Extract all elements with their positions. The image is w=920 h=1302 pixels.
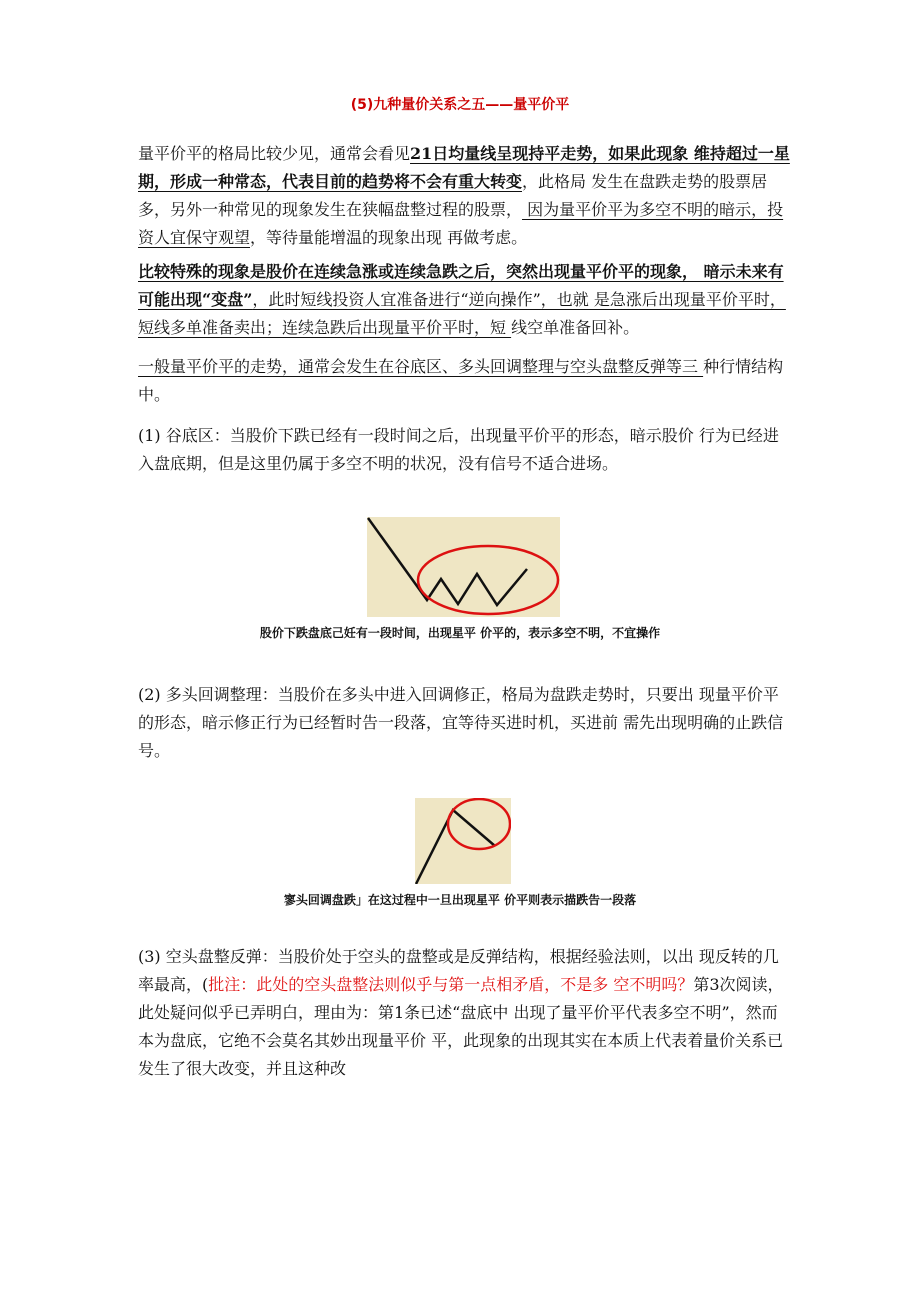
p2-text-b: ，此时短线投资人宜准备进行“逆向操作”，也就 是急涨后出现量平价平时，短线多单准备卖出；连续急跌后出现量平价平时，短 bbox=[138, 290, 786, 337]
p1-text-b: 21日均量线呈现持平走势，如果此现象 维持超过一星期，形成一种常态，代表目前的趋势将不会有重大转变 bbox=[138, 144, 790, 191]
page-title: (5)九种量价关系之五——量平价平 bbox=[350, 97, 570, 113]
highlight-circle bbox=[448, 799, 510, 849]
p6-text-a: (3) 空头盘整反弹：当股价处于空头的盘整或是反弹结构，根据经验法则，以出 现反转的几率最高，( bbox=[138, 947, 779, 994]
p1-text-c: ，此格局 发生在盘跌走势的股票居多，另外一种常见的现象发生在狭幅盘整过程的股票， bbox=[138, 172, 768, 219]
p1-text-d: 因为量平价平为多空不明的暗示，投资人宜保守观望 bbox=[138, 200, 784, 247]
price-line bbox=[416, 810, 495, 884]
figure-caption-2: 寥头回调盘跌」在这过程中一旦出现星平 价平则表示描跌告一段落 bbox=[283, 893, 637, 907]
annotation-note: 批注：此处的空头盘整法则似乎与第一点相矛盾，不是多 空不明吗？ bbox=[208, 975, 694, 994]
p6-text-c: 第3次阅读，此处疑问似乎已弄明白，理由为：第1条已述“盘底中 出现了量平价平代表多空不明”，然而本为盘底，它绝不会莫名其妙出现量平价 平，此现象的出现其实在本质上代表着量价关系已发生了很大改变，并且这种改 bbox=[138, 975, 784, 1078]
paragraph-3 bbox=[138, 353, 793, 409]
bottom-pattern-chart bbox=[367, 517, 560, 617]
paragraph-4: (1) 谷底区：当股价下跌已经有一段时间之后，出现量平价平的形态，暗示股价 行为已经进入盘底期，但是这里仍属于多空不明的状况，没有信号不适合进场。 bbox=[138, 426, 779, 473]
p2-text-c: 线空单准备回补。 bbox=[511, 318, 640, 337]
p1-text-a: 量平价平的格局比较少见，通常会看见 bbox=[138, 144, 411, 163]
paragraph-1 bbox=[138, 140, 793, 252]
paragraph-5: (2) 多头回调整理：当股价在多头中进入回调修正，格局为盘跌走势时，只要出 现量平价平的形态，暗示修正行为已经暂时告一段落，宜等待买进时机，买进前 需先出现明确的止跌信号。 bbox=[138, 685, 784, 760]
p2-text-a: 比较特殊的现象是股价在连续急涨或连续急跌之后，突然出现量平价平的现象， 暗示未来有可能出现“变盘” bbox=[138, 262, 784, 309]
paragraph-2 bbox=[138, 258, 793, 342]
price-line bbox=[368, 518, 527, 605]
p3-text-a: 一般量平价平的走势，通常会发生在谷底区、多头回调整理与空头盘整反弹等三 bbox=[138, 357, 704, 376]
p3-text-b: 种行情结构中。 bbox=[138, 357, 784, 404]
paragraph-6 bbox=[138, 943, 793, 1083]
pullback-pattern-chart bbox=[415, 798, 511, 884]
p1-text-e: ，等待量能增温的现象出现 再做考虑。 bbox=[250, 228, 528, 247]
figure-caption-1: 股价下跌盘底己妊有一段时间，出现星平 价平的，表示多空不明，不宜操作 bbox=[259, 626, 661, 640]
